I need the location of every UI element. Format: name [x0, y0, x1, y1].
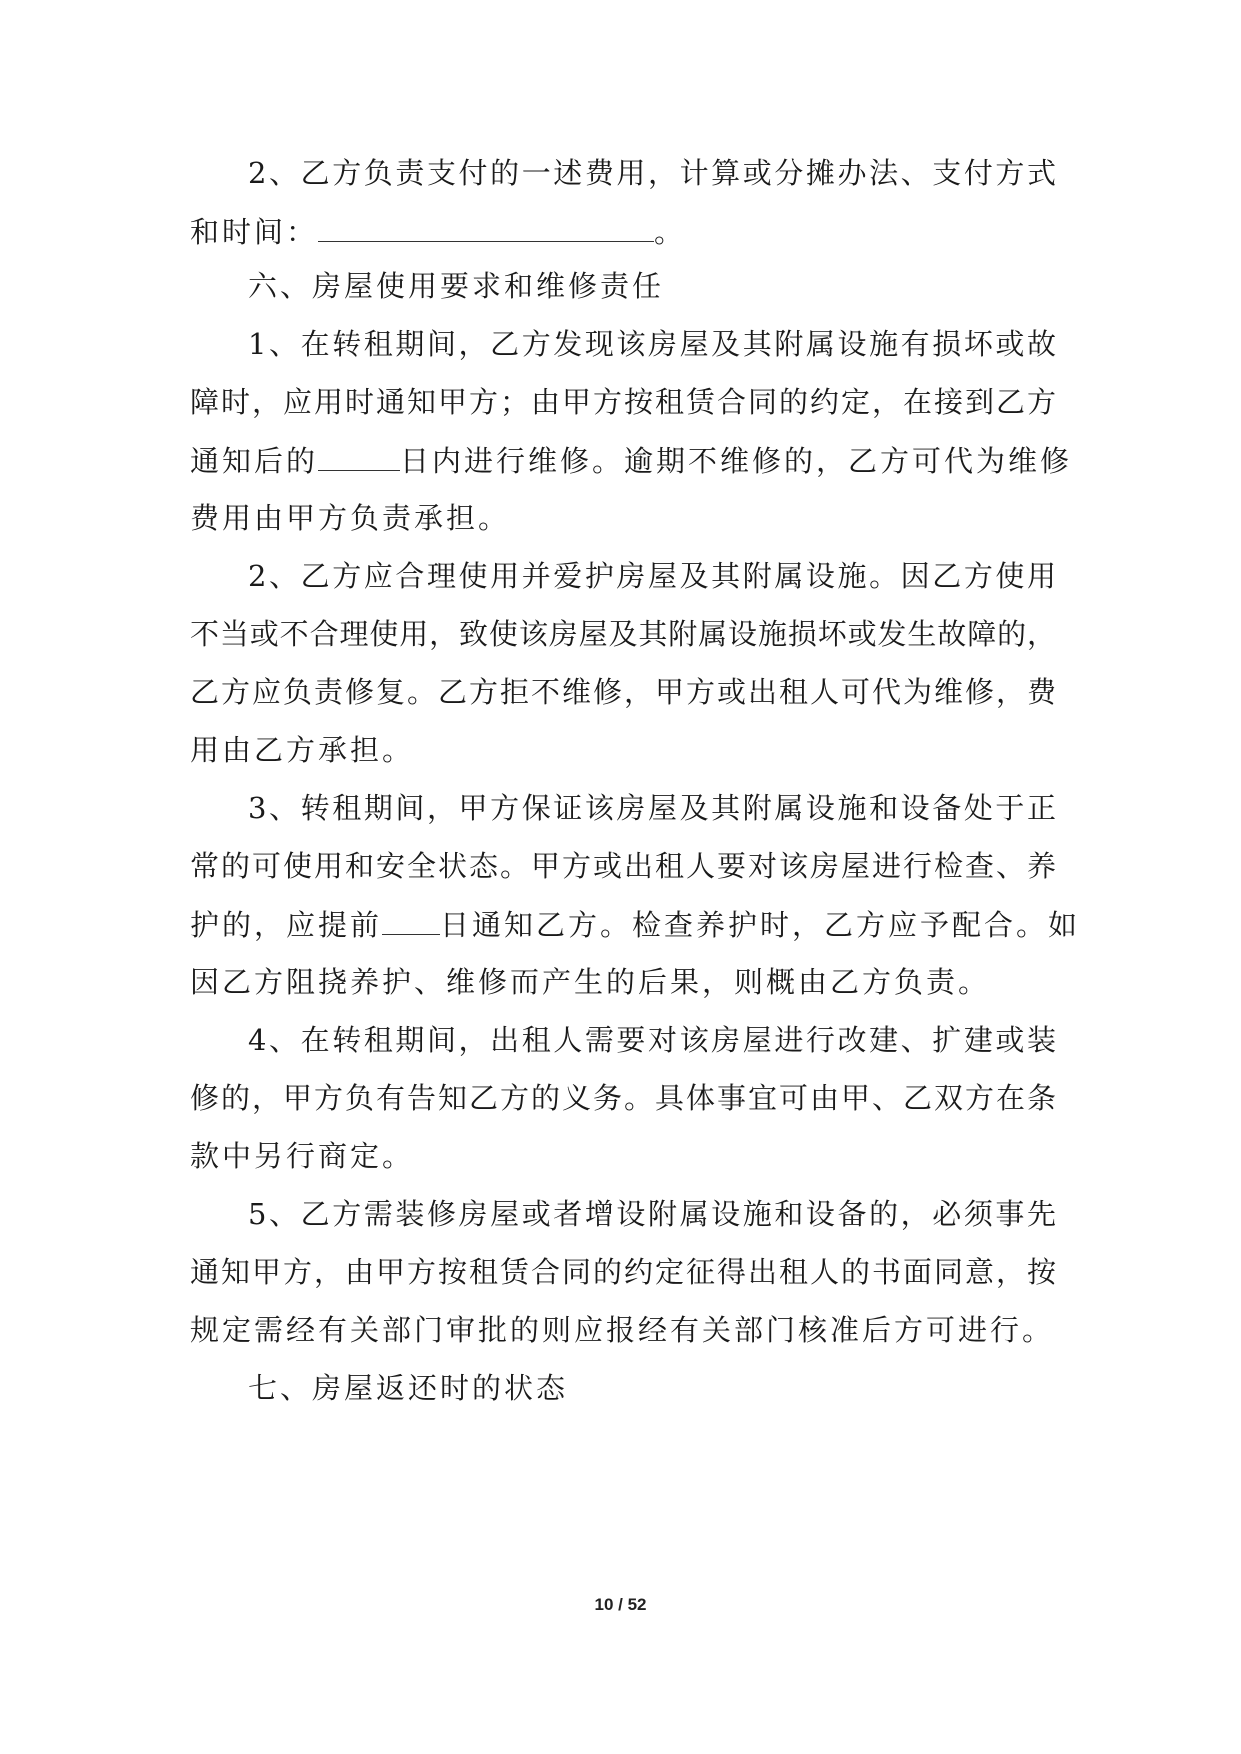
clause-6-1-line-2: 障时，应用时通知甲方；由甲方按租赁合同的约定，在接到乙方	[190, 385, 1056, 419]
clause-6-1-line-3	[190, 440, 1072, 480]
clause-6-2-line-1: 2、乙方应合理使用并爱护房屋及其附属设施。因乙方使用	[248, 559, 1056, 593]
section-6-heading: 六、房屋使用要求和维修责任	[248, 269, 665, 303]
fill-in-blank	[382, 904, 440, 935]
clause-6-2-line-3: 乙方应负责修复。乙方拒不维修，甲方或出租人可代为维修，费	[190, 675, 1056, 709]
clause-5-2-line-2	[190, 211, 686, 251]
text-segment: 。	[654, 215, 687, 249]
clause-5-2-line-1: 2、乙方负责支付的一述费用，计算或分摊办法、支付方式	[248, 156, 1056, 190]
clause-6-2-line-2: 不当或不合理使用，致使该房屋及其附属设施损坏或发生故障的，	[190, 617, 1056, 651]
page-number: 10 / 52	[594, 1595, 647, 1614]
clause-6-1-line-1: 1、在转租期间，乙方发现该房屋及其附属设施有损坏或故	[248, 327, 1056, 361]
clause-6-3-line-2: 常的可使用和安全状态。甲方或出租人要对该房屋进行检查、养	[190, 849, 1056, 883]
clause-6-3-line-1: 3、转租期间，甲方保证该房屋及其附属设施和设备处于正	[248, 791, 1056, 825]
text-segment: 通知后的	[190, 444, 319, 478]
clause-6-4-line-2: 修的，甲方负有告知乙方的义务。具体事宜可由甲、乙双方在条	[190, 1081, 1056, 1115]
clause-6-5-line-1: 5、乙方需装修房屋或者增设附属设施和设备的，必须事先	[248, 1197, 1056, 1231]
clause-6-5-line-2: 通知甲方，由甲方按租赁合同的约定征得出租人的书面同意，按	[190, 1255, 1056, 1289]
fill-in-blank	[318, 211, 654, 242]
text-segment: 日通知乙方。检查养护时，乙方应予配合。如	[440, 908, 1081, 942]
fill-in-blank	[318, 440, 400, 471]
clause-6-1-line-4: 费用由甲方负责承担。	[190, 501, 511, 535]
text-segment: 和时间：	[190, 215, 319, 249]
clause-6-2-line-4: 用由乙方承担。	[190, 733, 415, 767]
clause-6-5-line-3: 规定需经有关部门审批的则应报经有关部门核准后方可进行。	[190, 1313, 1055, 1347]
text-segment: 护的，应提前	[190, 908, 383, 942]
section-7-heading: 七、房屋返还时的状态	[248, 1371, 569, 1405]
clause-6-4-line-1: 4、在转租期间，出租人需要对该房屋进行改建、扩建或装	[248, 1023, 1056, 1057]
clause-6-3-line-3	[190, 904, 1080, 944]
text-segment: 日内进行维修。逾期不维修的，乙方可代为维修	[400, 444, 1073, 478]
clause-6-3-line-4: 因乙方阻挠养护、维修而产生的后果，则概由乙方负责。	[190, 965, 991, 999]
clause-6-4-line-3: 款中另行商定。	[190, 1139, 415, 1173]
